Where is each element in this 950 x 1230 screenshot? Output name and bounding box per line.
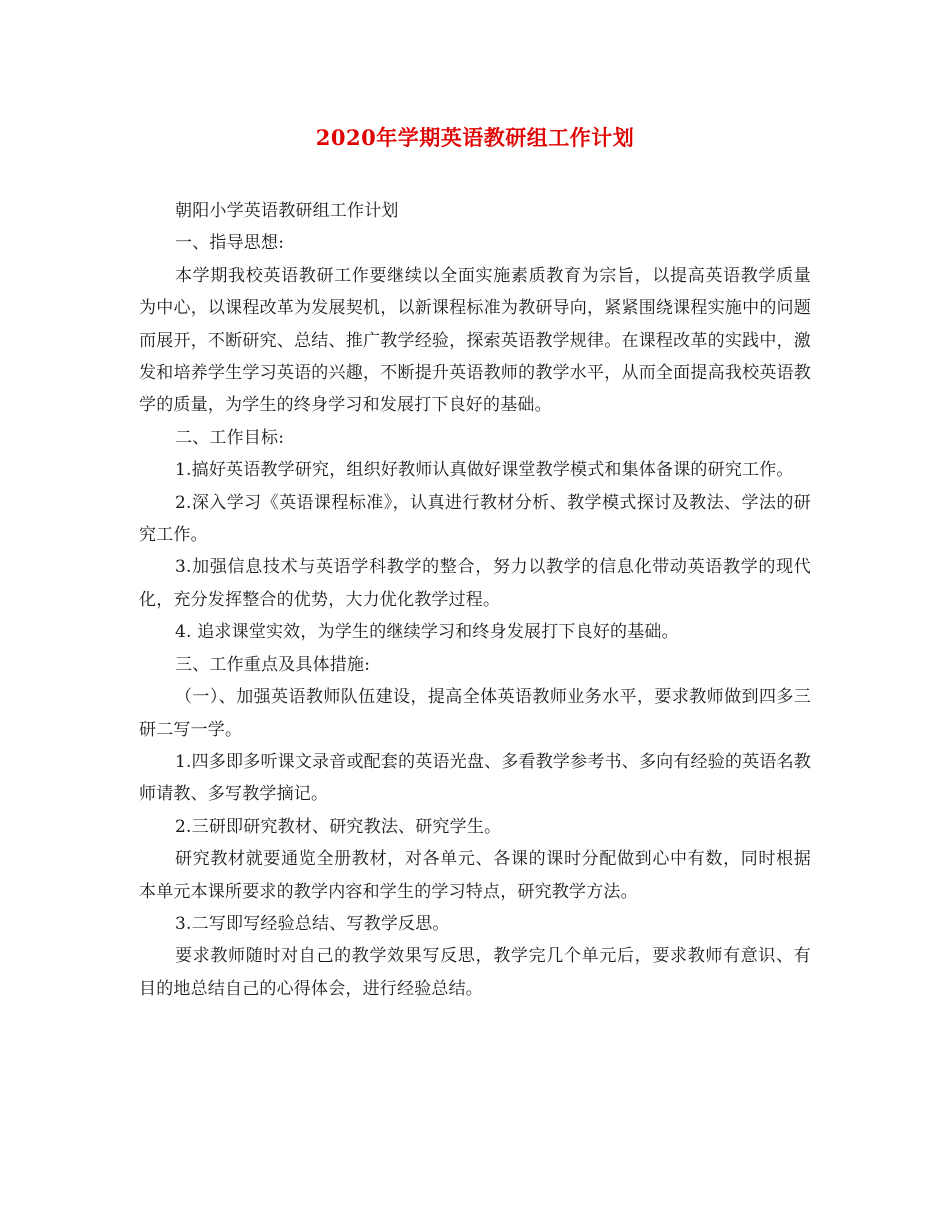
document-body — [139, 195, 811, 1005]
paragraph: 4. 追求课堂实效，为学生的继续学习和终身发展打下良好的基础。 — [175, 622, 679, 643]
paragraph: 1.四多即多听课文录音或配套的英语光盘、多看教学参考书、多向有经验的英语名教师请教、多写教学摘记。 — [139, 751, 811, 805]
paragraph: 一、指导思想: — [175, 233, 285, 254]
paragraph: 本学期我校英语教研工作要继续以全面实施素质教育为宗旨，以提高英语教学质量为中心，以课程改革为发展契机，以新课程标准为教研导向，紧紧围绕课程实施中的问题而展开，不断研究、总结、推广教学经验，探索英语教学规律。在课程改革的实践中，激发和培养学生学习英语的兴趣，不断提升英语教师的教学水平，从而全面提高我校英语教学的质量，为学生的终身学习和发展打下良好的基础。 — [139, 265, 811, 416]
paragraph: 朝阳小学英语教研组工作计划 — [175, 201, 399, 221]
paragraph: 3.二写即写经验总结、写教学反思。 — [175, 913, 450, 934]
paragraph: （一）、加强英语教师队伍建设，提高全体英语教师业务水平，要求教师做到四多三研二写一学。 — [139, 687, 811, 740]
paragraph: 研究教材就要通览全册教材，对各单元、各课的课时分配做到心中有数，同时根据本单元本课所要求的教学内容和学生的学习特点，研究教学方法。 — [139, 849, 811, 902]
paragraph: 2.三研即研究教材、研究教法、研究学生。 — [175, 816, 502, 837]
paragraph: 1.搞好英语教学研究，组织好教师认真做好课堂教学模式和集体备课的研究工作。 — [175, 460, 794, 481]
document-title: 2020年学期英语教研组工作计划 — [315, 125, 635, 150]
paragraph: 三、工作重点及具体措施: — [175, 654, 371, 675]
paragraph: 3.加强信息技术与英语学科教学的整合，努力以教学的信息化带动英语教学的现代化，充分发挥整合的优势，大力优化教学过程。 — [139, 557, 811, 610]
paragraph: 要求教师随时对自己的教学效果写反思，教学完几个单元后，要求教师有意识、有目的地总结自己的心得体会，进行经验总结。 — [139, 946, 811, 999]
paragraph: 2.深入学习《英语课程标准》，认真进行教材分析、教学模式探讨及教法、学法的研究工作。 — [139, 492, 811, 546]
paragraph: 二、工作目标: — [175, 427, 285, 448]
